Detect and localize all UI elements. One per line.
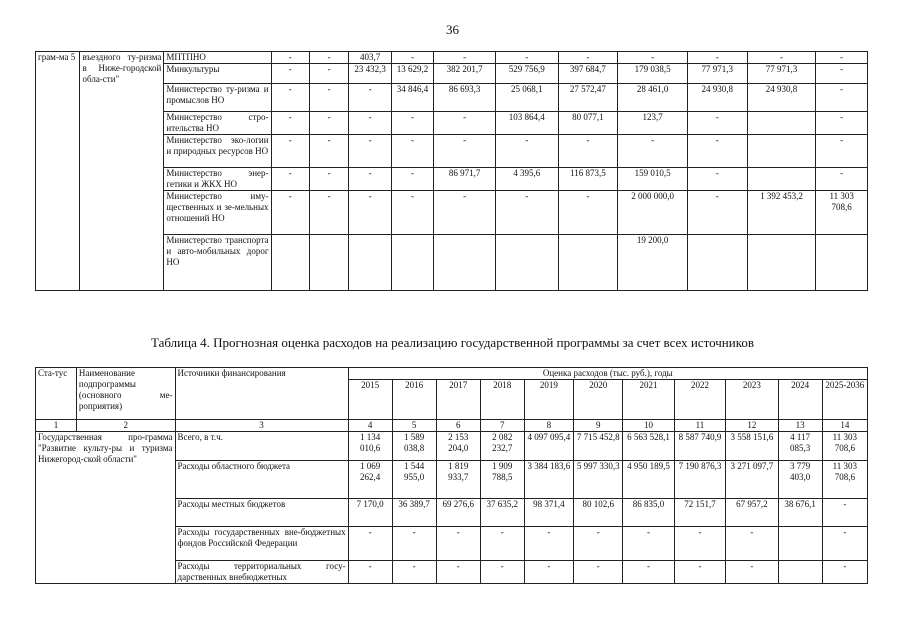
value-cell: - <box>822 499 867 527</box>
value-cell: 159 010,5 <box>618 168 688 191</box>
page-number: 36 <box>446 22 459 37</box>
column-number-cell: 8 <box>524 420 573 432</box>
value-cell: - <box>391 112 433 135</box>
ministry-name-cell: Министерство транспорта и авто-мобильных дорог НО <box>164 235 271 291</box>
value-cell: - <box>309 112 348 135</box>
value-cell: - <box>480 527 524 561</box>
value-cell <box>816 235 868 291</box>
value-cell: - <box>623 527 674 561</box>
value-cell: 86 693,3 <box>434 84 496 112</box>
value-cell: - <box>392 527 436 561</box>
value-cell: 27 572,47 <box>558 84 618 112</box>
value-cell: - <box>349 112 391 135</box>
value-cell: 3 271 097,7 <box>726 461 778 499</box>
value-cell <box>495 235 558 291</box>
year-cell: 2024 <box>778 380 822 420</box>
value-cell <box>309 235 348 291</box>
value-cell: - <box>392 561 436 584</box>
ministry-name-cell: Министерство иму-щественных и зе-мельных отношений НО <box>164 191 271 235</box>
year-cell: 2025-2036 <box>822 380 867 420</box>
year-cell: 2018 <box>480 380 524 420</box>
value-cell: 8 587 740,9 <box>674 432 725 461</box>
value-cell: 2 082 232,7 <box>480 432 524 461</box>
value-cell: - <box>309 64 348 84</box>
value-cell: 7 190 876,3 <box>674 461 725 499</box>
funding-source-cell: Расходы территориальных госу-дарственных внебюджетных <box>175 561 348 584</box>
value-cell: 123,7 <box>618 112 688 135</box>
value-cell <box>391 235 433 291</box>
value-cell: - <box>822 561 867 584</box>
header-subprogram-name: Наименование подпрограммы (основного ме-роприятия) <box>76 368 175 420</box>
value-cell: 72 151,7 <box>674 499 725 527</box>
value-cell: 3 558 151,6 <box>726 432 778 461</box>
value-cell: - <box>495 135 558 168</box>
value-cell: - <box>816 112 868 135</box>
value-cell: 13 629,2 <box>391 64 433 84</box>
ministry-name-cell: Министерство эко-логии и природных ресурсов НО <box>164 135 271 168</box>
value-cell: 116 873,5 <box>558 168 618 191</box>
forecast-expense-table <box>35 367 868 584</box>
column-number-cell: 2 <box>76 420 175 432</box>
value-cell: 36 389,7 <box>392 499 436 527</box>
value-cell: 23 432,3 <box>349 64 391 84</box>
value-cell: 38 676,1 <box>778 499 822 527</box>
ministry-name-cell: Минкультуры <box>164 64 271 84</box>
value-cell: 5 997 330,3 <box>574 461 623 499</box>
ministry-name-cell: МПТПНО <box>164 52 271 64</box>
value-cell: - <box>271 168 309 191</box>
value-cell: - <box>271 64 309 84</box>
value-cell: - <box>747 52 816 64</box>
value-cell: 25 068,1 <box>495 84 558 112</box>
value-cell: - <box>349 168 391 191</box>
value-cell: - <box>524 561 573 584</box>
year-cell: 2016 <box>392 380 436 420</box>
value-cell: - <box>434 135 496 168</box>
value-cell <box>558 235 618 291</box>
value-cell: - <box>348 561 392 584</box>
value-cell: 11 303 708,6 <box>822 432 867 461</box>
value-cell: - <box>623 561 674 584</box>
value-cell <box>747 135 816 168</box>
column-number-cell: 10 <box>623 420 674 432</box>
value-cell: - <box>558 52 618 64</box>
value-cell: - <box>674 527 725 561</box>
year-cell: 2023 <box>726 380 778 420</box>
value-cell: 4 950 189,5 <box>623 461 674 499</box>
value-cell: 1 909 788,5 <box>480 461 524 499</box>
value-cell: - <box>822 527 867 561</box>
funding-source-cell: Расходы областного бюджета <box>175 461 348 499</box>
value-cell: - <box>391 52 433 64</box>
subprogram-name-cell: въездного ту-ризма в Ниже-городской обла-сти" <box>80 52 164 291</box>
value-cell: - <box>687 52 747 64</box>
column-number-cell: 3 <box>175 420 348 432</box>
column-number-cell: 5 <box>392 420 436 432</box>
value-cell: - <box>271 112 309 135</box>
ministry-name-cell: Министерство стро-ительства НО <box>164 112 271 135</box>
value-cell: 80 102,6 <box>574 499 623 527</box>
header-estimate: Оценка расходов (тыс. руб.), годы <box>348 368 867 380</box>
value-cell: - <box>434 112 496 135</box>
value-cell: 4 097 095,4 <box>524 432 573 461</box>
value-cell: 24 930,8 <box>687 84 747 112</box>
value-cell: - <box>495 191 558 235</box>
value-cell: 1 134 010,6 <box>348 432 392 461</box>
column-number-cell: 1 <box>36 420 77 432</box>
header-status: Ста-тус <box>36 368 77 420</box>
value-cell: - <box>816 52 868 64</box>
value-cell: - <box>816 135 868 168</box>
value-cell <box>747 235 816 291</box>
year-cell: 2015 <box>348 380 392 420</box>
value-cell <box>434 235 496 291</box>
value-cell: 11 303 708,6 <box>816 191 868 235</box>
value-cell: - <box>436 527 480 561</box>
value-cell: 86 835,0 <box>623 499 674 527</box>
ministry-name-cell: Министерство энер-гетики и ЖКХ НО <box>164 168 271 191</box>
value-cell: 11 303 708,6 <box>822 461 867 499</box>
value-cell: 1 819 933,7 <box>436 461 480 499</box>
value-cell <box>349 235 391 291</box>
value-cell: - <box>558 191 618 235</box>
value-cell: - <box>309 52 348 64</box>
column-number-cell: 4 <box>348 420 392 432</box>
value-cell: - <box>436 561 480 584</box>
column-number-cell: 9 <box>574 420 623 432</box>
value-cell: 4 395,6 <box>495 168 558 191</box>
value-cell: - <box>349 84 391 112</box>
value-cell: 67 957,2 <box>726 499 778 527</box>
value-cell: 1 544 955,0 <box>392 461 436 499</box>
column-number-cell: 11 <box>674 420 725 432</box>
year-cell: 2017 <box>436 380 480 420</box>
value-cell: 77 971,3 <box>747 64 816 84</box>
year-cell: 2022 <box>674 380 725 420</box>
value-cell: - <box>434 52 496 64</box>
value-cell: 98 371,4 <box>524 499 573 527</box>
value-cell: - <box>674 561 725 584</box>
value-cell <box>778 527 822 561</box>
value-cell: - <box>726 561 778 584</box>
program-name-cell: Государственная про-грамма "Развитие культу-ры и туризма Нижегород-ской области" <box>36 432 176 584</box>
value-cell: - <box>726 527 778 561</box>
table-caption: Таблица 4. Прогнозная оценка расходов на реализацию государственной программы за счет всех источников <box>151 335 754 350</box>
value-cell: 103 864,4 <box>495 112 558 135</box>
value-cell: 1 392 453,2 <box>747 191 816 235</box>
continued-expense-table <box>35 51 868 291</box>
program-label-cell: грам-ма 5 <box>36 52 80 291</box>
column-number-cell: 6 <box>436 420 480 432</box>
value-cell <box>747 112 816 135</box>
value-cell: - <box>816 84 868 112</box>
year-cell: 2020 <box>574 380 623 420</box>
value-cell: - <box>618 52 688 64</box>
value-cell: 7 715 452,8 <box>574 432 623 461</box>
value-cell: - <box>309 168 348 191</box>
value-cell: 37 635,2 <box>480 499 524 527</box>
value-cell: - <box>816 64 868 84</box>
column-number-cell: 12 <box>726 420 778 432</box>
table-header-row <box>36 368 868 380</box>
value-cell <box>687 235 747 291</box>
table-row <box>36 432 868 461</box>
value-cell: - <box>349 191 391 235</box>
value-cell: 382 201,7 <box>434 64 496 84</box>
value-cell: - <box>687 191 747 235</box>
value-cell: - <box>480 561 524 584</box>
value-cell: - <box>687 135 747 168</box>
value-cell: 179 038,5 <box>618 64 688 84</box>
value-cell: - <box>391 168 433 191</box>
value-cell: 86 971,7 <box>434 168 496 191</box>
value-cell: 80 077,1 <box>558 112 618 135</box>
value-cell: - <box>816 168 868 191</box>
table-row <box>36 52 868 64</box>
value-cell: 7 170,0 <box>348 499 392 527</box>
ministry-name-cell: Министерство ту-ризма и промыслов НО <box>164 84 271 112</box>
value-cell <box>778 561 822 584</box>
value-cell: - <box>574 561 623 584</box>
value-cell: 397 684,7 <box>558 64 618 84</box>
value-cell: 24 930,8 <box>747 84 816 112</box>
value-cell: - <box>271 52 309 64</box>
value-cell: 3 384 183,6 <box>524 461 573 499</box>
value-cell: - <box>271 135 309 168</box>
header-funding-source: Источники финансирования <box>175 368 348 420</box>
funding-source-cell: Всего, в т.ч. <box>175 432 348 461</box>
value-cell: 69 276,6 <box>436 499 480 527</box>
value-cell: - <box>349 135 391 168</box>
column-number-cell: 14 <box>822 420 867 432</box>
value-cell: - <box>391 191 433 235</box>
value-cell: 3 779 403,0 <box>778 461 822 499</box>
value-cell: - <box>687 168 747 191</box>
value-cell: 529 756,9 <box>495 64 558 84</box>
value-cell: 34 846,4 <box>391 84 433 112</box>
column-numbers-row <box>36 420 868 432</box>
value-cell: 28 461,0 <box>618 84 688 112</box>
value-cell: - <box>524 527 573 561</box>
value-cell: - <box>434 191 496 235</box>
year-cell: 2021 <box>623 380 674 420</box>
funding-source-cell: Расходы местных бюджетов <box>175 499 348 527</box>
value-cell: - <box>558 135 618 168</box>
value-cell: - <box>309 84 348 112</box>
value-cell: 1 589 038,8 <box>392 432 436 461</box>
value-cell <box>271 235 309 291</box>
value-cell: 4 117 085,3 <box>778 432 822 461</box>
value-cell: - <box>391 135 433 168</box>
value-cell: - <box>574 527 623 561</box>
value-cell: - <box>618 135 688 168</box>
value-cell: 1 069 262,4 <box>348 461 392 499</box>
value-cell: 19 200,0 <box>618 235 688 291</box>
value-cell: - <box>348 527 392 561</box>
column-number-cell: 13 <box>778 420 822 432</box>
value-cell: - <box>309 135 348 168</box>
value-cell: 2 000 000,0 <box>618 191 688 235</box>
value-cell: - <box>271 191 309 235</box>
value-cell: 2 153 204,0 <box>436 432 480 461</box>
value-cell: - <box>495 52 558 64</box>
value-cell: - <box>309 191 348 235</box>
year-cell: 2019 <box>524 380 573 420</box>
funding-source-cell: Расходы государственных вне-бюджетных фондов Российской Федерации <box>175 527 348 561</box>
value-cell: - <box>271 84 309 112</box>
value-cell: 77 971,3 <box>687 64 747 84</box>
value-cell: - <box>687 112 747 135</box>
column-number-cell: 7 <box>480 420 524 432</box>
value-cell: 403,7 <box>349 52 391 64</box>
value-cell: 6 563 528,1 <box>623 432 674 461</box>
value-cell <box>747 168 816 191</box>
